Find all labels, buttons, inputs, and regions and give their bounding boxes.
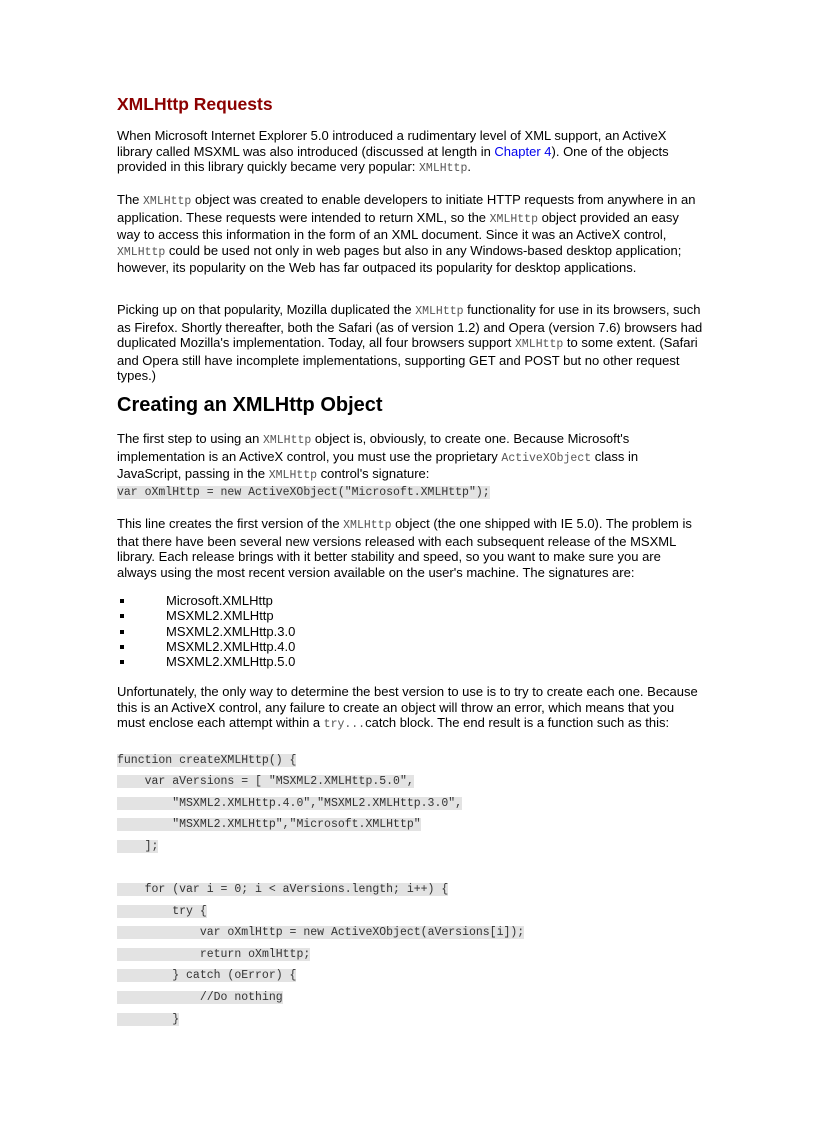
paragraph-xmlhttp-object (117, 192, 703, 276)
list-item (117, 624, 295, 639)
code-line (117, 796, 462, 811)
code-line (117, 817, 421, 832)
code-indent (117, 905, 172, 918)
inline-code: XMLHttp (419, 162, 468, 176)
code-text: "MSXML2.XMLHttp","Microsoft.XMLHttp" (172, 818, 421, 831)
code-indent (117, 926, 200, 939)
text: functionality for use in its browsers, such as Firefox. Shortly thereafter, both the Safari (as of version 1.2) and Opera (version 7.6) browsers had duplicated Mozilla's implementation. Today, all four browsers support (117, 302, 703, 351)
code-text: return oXmlHttp; (199, 948, 311, 961)
bullet-icon (120, 599, 124, 603)
code-line (117, 947, 310, 962)
bullet-icon (120, 660, 124, 664)
paragraph-first-step (117, 431, 703, 484)
code-text: function createXMLHttp() { (117, 754, 297, 767)
chapter-link[interactable]: Chapter 4 (494, 143, 552, 159)
code-text: } (172, 1013, 180, 1026)
code-text: //Do nothing (199, 991, 283, 1004)
bullet-icon (120, 630, 124, 634)
list-item-text: Microsoft.XMLHttp (166, 593, 273, 608)
list-item (117, 608, 295, 623)
code-block-activex (117, 485, 490, 500)
code-indent (117, 775, 145, 788)
code-line (117, 1012, 179, 1027)
text: When Microsoft Internet Explorer 5.0 introduced a rudimentary level of XML support, an ActiveX library called MSXML was also introduced (discussed at length in (117, 128, 667, 159)
code-line (117, 925, 524, 940)
inline-code: XMLHttp (514, 338, 564, 352)
code-line (117, 882, 448, 897)
inline-code: XMLHttp (415, 305, 464, 318)
code-text: } catch (oError) { (172, 969, 297, 982)
inline-code: XMLHttp (268, 469, 318, 483)
code-text: var oXmlHttp = new ActiveXObject("Microsoft.XMLHttp"); (117, 486, 490, 499)
bullet-icon (120, 614, 124, 618)
text: This line creates the first version of the (117, 516, 344, 531)
code-indent (117, 1013, 172, 1026)
text: object is, obviously, to create one. Because Microsoft's implementation is an ActiveX control, you must use the proprietary (117, 431, 630, 464)
text: object (the one shipped with IE 5.0). The problem is that there have been several new versions released with each subsequent release of the MSXML library. Each release brings with it better stability and speed, so you want to make sure you are always using the most recent version available on the user's machine. The signatures are: (117, 516, 692, 580)
paragraph-first-version (117, 516, 703, 580)
text: control's signature: (317, 466, 430, 482)
code-line (117, 753, 296, 768)
code-indent (117, 797, 172, 810)
code-line (117, 904, 207, 919)
code-text: var oXmlHttp = new ActiveXObject(aVersions[i]); (199, 926, 525, 939)
code-indent (117, 991, 200, 1004)
code-text: try { (172, 905, 207, 918)
inline-code: ActiveXObject (501, 451, 592, 465)
code-text: var aVersions = [ "MSXML2.XMLHttp.5.0", (144, 775, 414, 788)
text: object provided an easy way to access this information in the form of an XML document. Since it was an ActiveX control, (117, 209, 679, 243)
code-indent (117, 883, 145, 896)
code-text: for (var i = 0; i < aVersions.length; i++) { (144, 883, 449, 896)
inline-code: try... (323, 718, 366, 732)
text: The (117, 192, 144, 207)
code-indent (117, 840, 145, 853)
text: . (467, 159, 471, 175)
text: to some extent. (Safari and Opera still have incomplete implementations, supporting GET and POST but no other request types.) (117, 335, 698, 384)
paragraph-mozilla (117, 302, 703, 384)
list-item-text: MSXML2.XMLHttp.4.0 (166, 638, 296, 654)
paragraph-try-catch (117, 684, 703, 733)
section-heading-xmlhttp-requests: XMLHttp Requests (117, 94, 273, 114)
code-line (117, 839, 158, 854)
list-item-text: MSXML2.XMLHttp.5.0 (166, 654, 296, 670)
list-item (117, 654, 295, 669)
bullet-icon (120, 645, 124, 649)
code-indent (117, 818, 172, 831)
list-item (117, 639, 295, 654)
list-item-text: MSXML2.XMLHttp.3.0 (166, 623, 296, 639)
inline-code: XMLHttp (262, 434, 312, 447)
code-indent (117, 948, 200, 961)
code-line (117, 990, 283, 1005)
code-text: ]; (144, 840, 159, 853)
inline-code: XMLHttp (143, 195, 192, 208)
text: Picking up on that popularity, Mozilla duplicated the (117, 302, 416, 317)
list-item (117, 593, 295, 608)
section-heading-creating-object: Creating an XMLHttp Object (117, 394, 383, 416)
code-text: "MSXML2.XMLHttp.4.0","MSXML2.XMLHttp.3.0", (172, 797, 463, 810)
code-line (117, 968, 296, 983)
inline-code: XMLHttp (489, 212, 538, 226)
text: catch block. The end result is a function such as this: (365, 715, 670, 731)
list-item-text: MSXML2.XMLHttp (166, 608, 274, 624)
code-line (117, 774, 414, 789)
text: object was created to enable developers to initiate HTTP requests from anywhere in an application. These requests were intended to return XML, so the (117, 192, 696, 225)
paragraph-intro (117, 128, 703, 177)
signature-list (117, 593, 295, 669)
text: The first step to using an (117, 431, 263, 446)
text: class in JavaScript, passing in the (117, 448, 639, 482)
inline-code: XMLHttp (117, 245, 166, 259)
text: Unfortunately, the only way to determine the best version to use is to try to create each one. Because this is an ActiveX control, any failure to create an object will throw an error, which means that you must enclose each attempt within a (117, 684, 698, 731)
inline-code: XMLHttp (343, 519, 392, 532)
text: could be used not only in web pages but also in any Windows-based desktop application; however, its popularity on the Web has far outpaced its popularity for desktop applications. (117, 242, 682, 276)
code-indent (117, 969, 172, 982)
text: ). One of the objects provided in this library quickly became very popular: (117, 143, 669, 175)
